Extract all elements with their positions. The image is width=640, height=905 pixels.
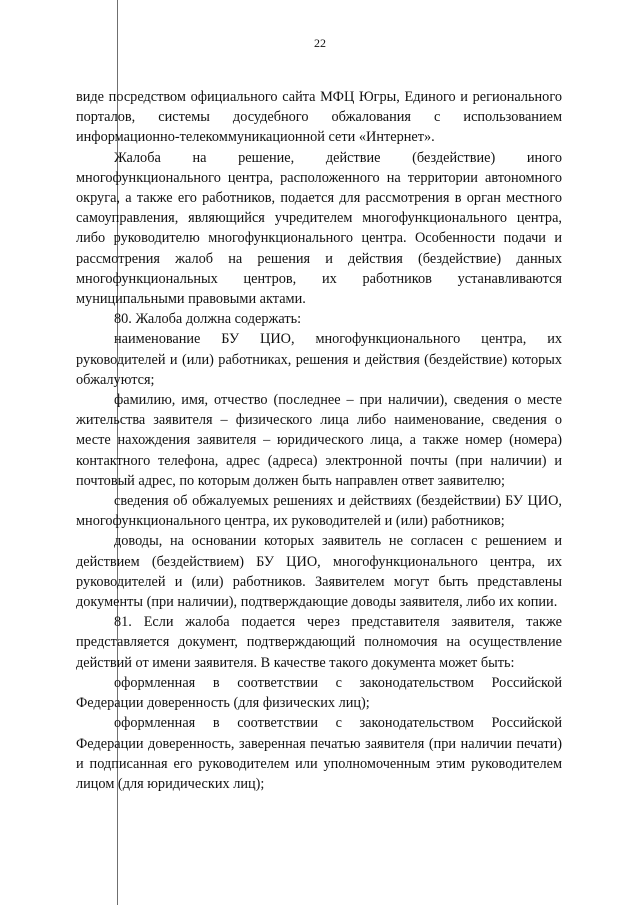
paragraph: фамилию, имя, отчество (последнее – при наличии), сведения о месте жительства заявителя – физического лица либо наименование, сведения о месте нахождения заявителя – юридического лица, а также номер (номера) контактного телефона, адрес (адреса) электронной почты (при наличии) и почтовый адрес, по которым должен быть направлен ответ заявителю; — [76, 392, 562, 489]
page-number: 22 — [314, 36, 326, 50]
paragraph: оформленная в соответствии с законодательством Российской Федерации доверенность, заверенная печатью заявителя (при наличии печати) и подписанная его руководителем или уполномоченным этим руководителем лицом (для юридических лиц); — [76, 715, 562, 792]
paragraph: оформленная в соответствии с законодательством Российской Федерации доверенность (для физических лиц); — [76, 674, 562, 712]
paragraph: виде посредством официального сайта МФЦ Югры, Единого и регионального порталов, системы досудебного обжалования с использованием информационно-телекоммуникационной сети «Интернет». — [76, 89, 562, 146]
paragraph: наименование БУ ЦИО, многофункционального центра, их руководителей и (или) работниках, решения и действия (бездействие) которых обжалуются; — [76, 331, 562, 388]
document-body — [76, 87, 562, 794]
paragraph: 80. Жалоба должна содержать: — [114, 311, 302, 328]
paragraph: Жалоба на решение, действие (бездействие) иного многофункционального центра, расположенного на территории автономного округа, а также его работников, подается для рассмотрения в орган местного самоуправления, являющийся учредителем многофункционального центра, либо руководителю многофункционального центра. Особенности подачи и рассмотрения жалоб на решения и действия (бездействие) данных многофункциональных центров, их работников устанавливаются муниципальными правовыми актами. — [76, 149, 562, 308]
paragraph: доводы, на основании которых заявитель не согласен с решением и действием (бездействием) БУ ЦИО, многофункционального центра, их руководителей и (или) работников. Заявителем могут быть представлены документы (при наличии), подтверждающие доводы заявителя, либо их копии. — [76, 533, 562, 611]
paragraph: сведения об обжалуемых решениях и действиях (бездействии) БУ ЦИО, многофункционального центра, их руководителей и (или) работников; — [76, 493, 562, 530]
paragraph: 81. Если жалоба подается через представителя заявителя, также представляется документ, подтверждающий полномочия на осуществление действий от имени заявителя. В качестве такого документа может быть: — [76, 614, 562, 671]
